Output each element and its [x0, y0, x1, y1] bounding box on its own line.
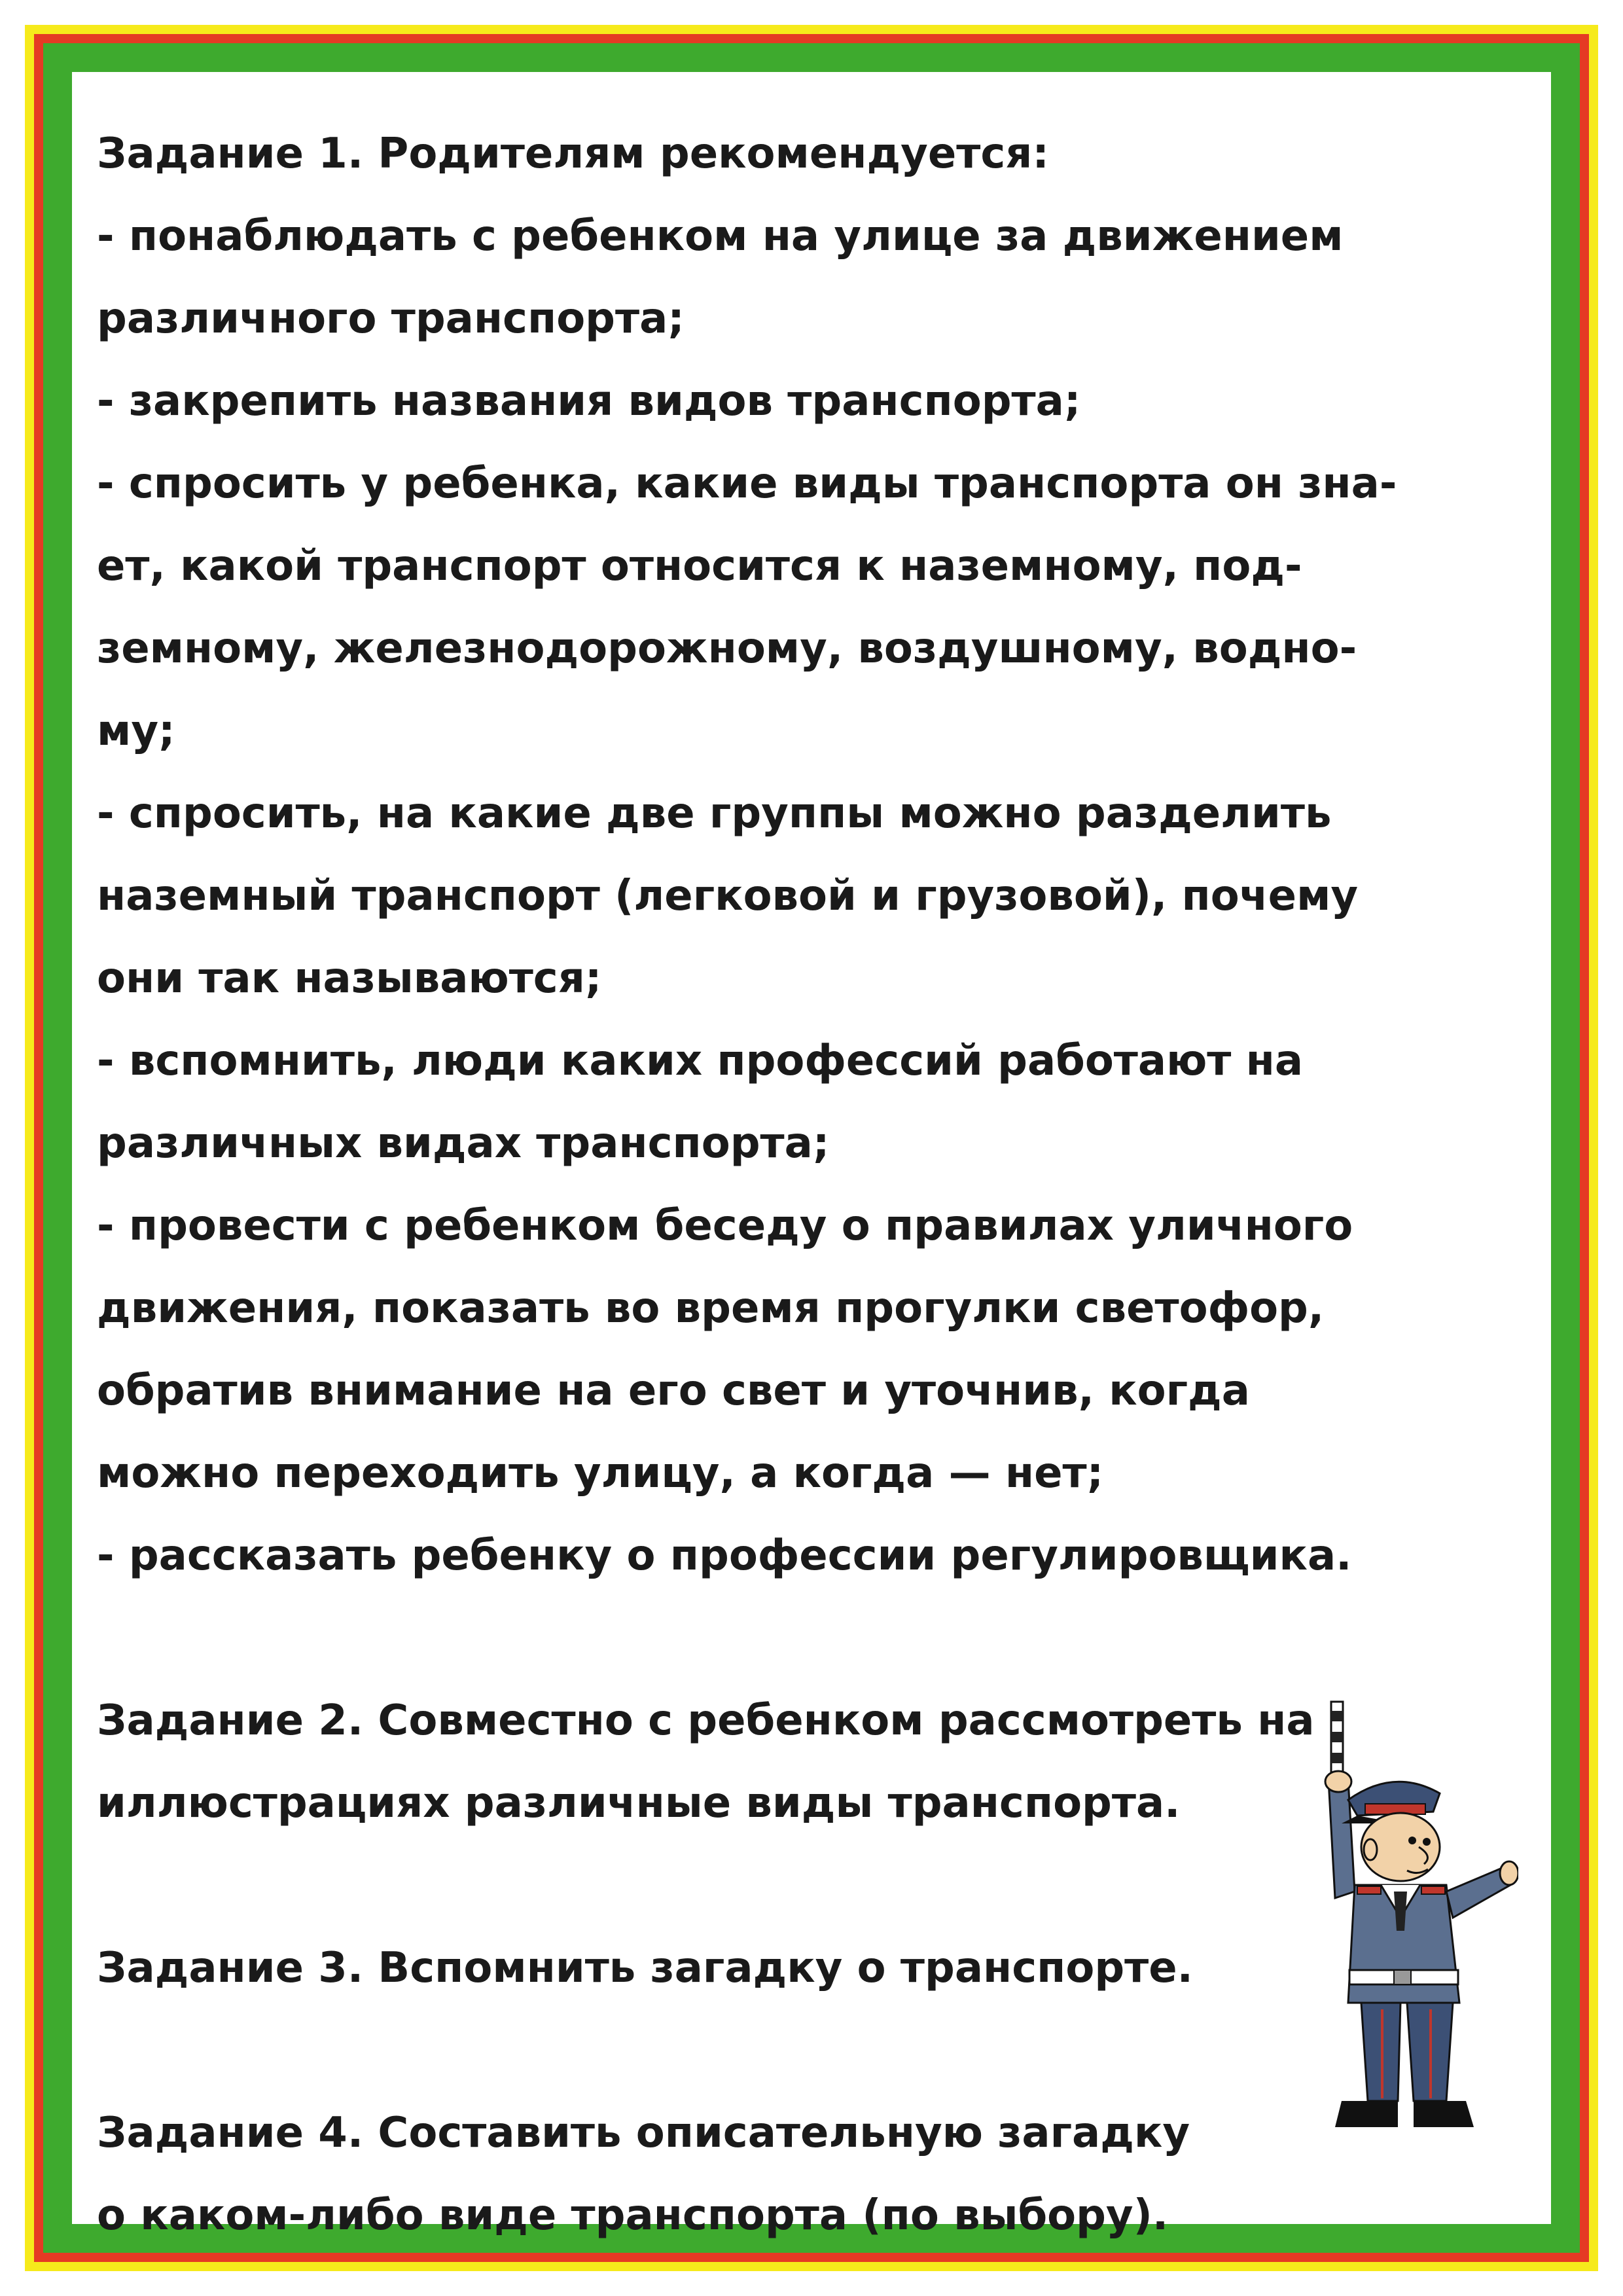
- text-line: можно переходить улицу, а когда — нет;: [97, 1449, 1104, 1498]
- section-gap: [97, 1597, 1537, 1679]
- text-line: - рассказать ребенку о профессии регулировщика.: [97, 1532, 1352, 1580]
- text-line: они так называются;: [97, 954, 602, 1003]
- text-line: различного транспорта;: [97, 295, 685, 343]
- baton: [1331, 1702, 1343, 1780]
- page-content: [72, 72, 1551, 2240]
- text-line: о каком-либо виде транспорта (по выбору).: [97, 2191, 1169, 2240]
- task-1-section: [97, 113, 1537, 1597]
- text-line: обратив внимание на его свет и уточнив, когда: [97, 1367, 1250, 1415]
- task-3-heading: Задание 3. Вспомнить загадку о транспорте.: [97, 1944, 1193, 1992]
- text-line: - провести с ребенком беседу о правилах уличного: [97, 1202, 1353, 1250]
- text-line: - закрепить названия видов транспорта;: [97, 377, 1081, 425]
- text-line: - спросить, на какие две группы можно разделить: [97, 789, 1332, 838]
- task-2-heading: Задание 2. Совместно с ребенком рассмотреть на: [97, 1696, 1315, 1745]
- text-line: земному, железнодорожному, воздушному, водно-: [97, 624, 1357, 673]
- task-4-heading: Задание 4. Составить описательную загадку: [97, 2109, 1190, 2157]
- text-line: различных видах транспорта;: [97, 1119, 830, 1168]
- task-1-heading: Задание 1. Родителям рекомендуется:: [97, 130, 1049, 178]
- text-line: движения, показать во время прогулки светофор,: [97, 1284, 1325, 1333]
- text-line: наземный транспорт (легковой и грузовой), почему: [97, 872, 1359, 920]
- traffic-officer-icon: [1302, 1695, 1518, 2153]
- text-line: - понаблюдать с ребенком на улице за движением: [97, 212, 1344, 260]
- text-line: му;: [97, 707, 175, 755]
- text-line: иллюстрациях различные виды транспорта.: [97, 1779, 1181, 1827]
- text-line: ет, какой транспорт относится к наземному, под-: [97, 542, 1302, 590]
- text-line: - вспомнить, люди каких профессий работают на: [97, 1037, 1304, 1085]
- text-line: - спросить у ребенка, какие виды транспорта он зна-: [97, 459, 1397, 508]
